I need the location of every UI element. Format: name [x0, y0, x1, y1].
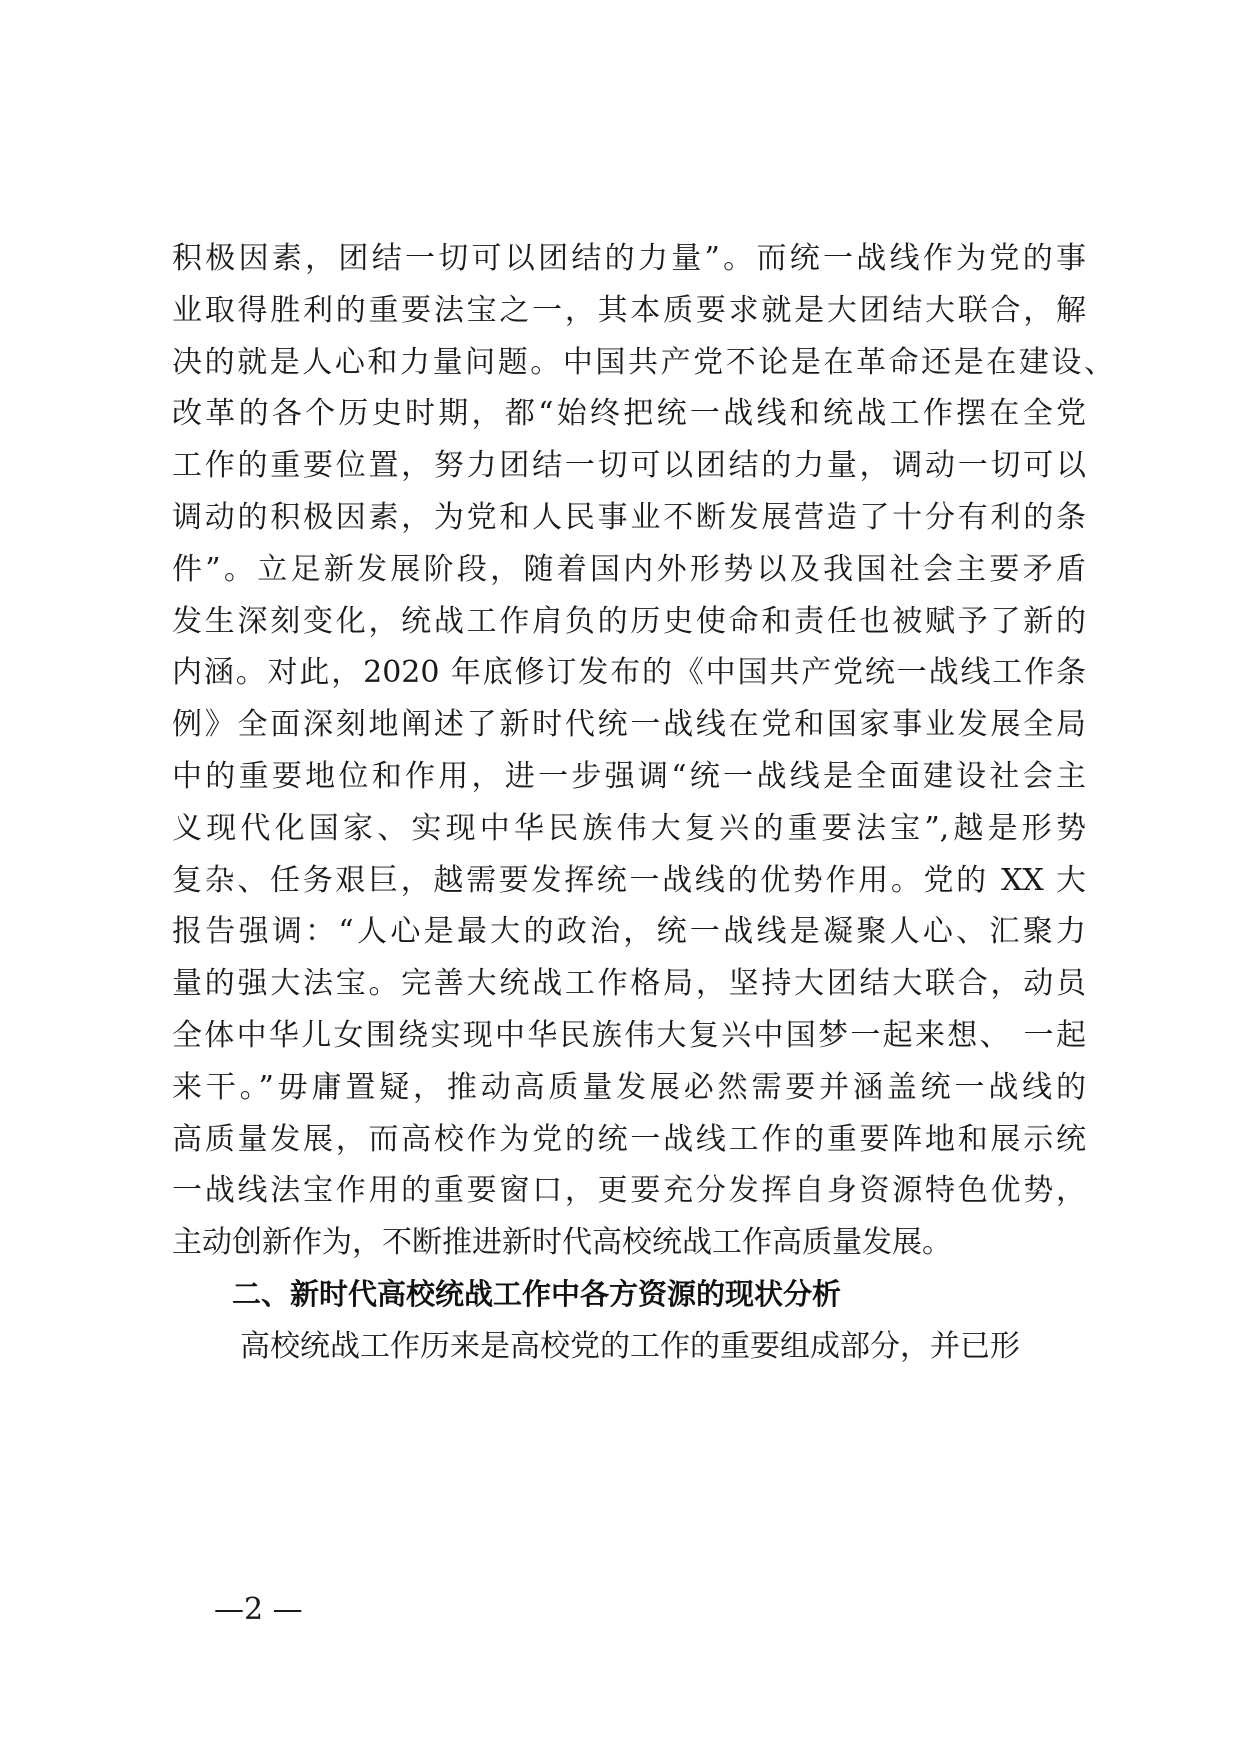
body-text-line: 来干。”毋庸置疑，推动高质量发展必然需要并涵盖统一战线的	[172, 1069, 1086, 1105]
body-text-line: 发生深刻变化，统战工作肩负的历史使命和责任也被赋予了新的	[172, 603, 1086, 639]
body-text-line: 内涵。对此，2020 年底修订发布的《中国共产党统一战线工作条	[172, 655, 1086, 691]
body-text-line: 业取得胜利的重要法宝之一，其本质要求就是大团结大联合，解	[172, 292, 1086, 328]
body-text-line: 复杂、任务艰巨，越需要发挥统一战线的优势作用。党的 XX 大	[172, 862, 1086, 898]
body-text-line: 改革的各个历史时期，都“始终把统一战线和统战工作摆在全党	[172, 396, 1086, 432]
body-text-line: 决的就是人心和力量问题。中国共产党不论是在革命还是在建设、	[172, 344, 1114, 380]
body-text-line: 高校统战工作历来是高校党的工作的重要组成部分，并已形	[240, 1328, 1020, 1364]
document-body	[172, 233, 1114, 1373]
body-text-line: 量的强大法宝。完善大统战工作格局，坚持大团结大联合，动员	[172, 966, 1086, 1002]
paragraph	[172, 1321, 1086, 1373]
body-text-line: 工作的重要位置，努力团结一切可以团结的力量，调动一切可以	[172, 448, 1086, 484]
page-number: —2 —	[214, 1592, 303, 1627]
body-text-line: 积极因素，团结一切可以团结的力量”。而统一战线作为党的事	[172, 241, 1086, 276]
paragraph	[172, 233, 1114, 1269]
section-heading: 二、新时代高校统战工作中各方资源的现状分析	[232, 1276, 842, 1311]
body-text-line: 件”。立足新发展阶段，随着国内外形势以及我国社会主要矛盾	[172, 551, 1086, 587]
body-text-line: 义现代化国家、实现中华民族伟大复兴的重要法宝”,越是形势	[172, 810, 1086, 846]
body-text-line: 调动的积极因素，为党和人民事业不断发展营造了十分有利的条	[172, 499, 1086, 535]
body-text-line: 主动创新作为，不断推进新时代高校统战工作高质量发展。	[172, 1225, 952, 1261]
body-text-line: 高质量发展，而高校作为党的统一战线工作的重要阵地和展示统	[172, 1121, 1086, 1157]
body-text-line: 报告强调：“人心是最大的政治，统一战线是凝聚人心、汇聚力	[172, 914, 1086, 950]
body-text-line: 例》全面深刻地阐述了新时代统一战线在党和国家事业发展全局	[172, 707, 1086, 743]
body-text-line: 一战线法宝作用的重要窗口，更要充分发挥自身资源特色优势，	[172, 1173, 1086, 1209]
body-text-line: 全体中华儿女围绕实现中华民族伟大复兴中国梦一起来想、 一起	[172, 1017, 1086, 1053]
body-text-line: 中的重要地位和作用，进一步强调“统一战线是全面建设社会主	[172, 758, 1086, 794]
